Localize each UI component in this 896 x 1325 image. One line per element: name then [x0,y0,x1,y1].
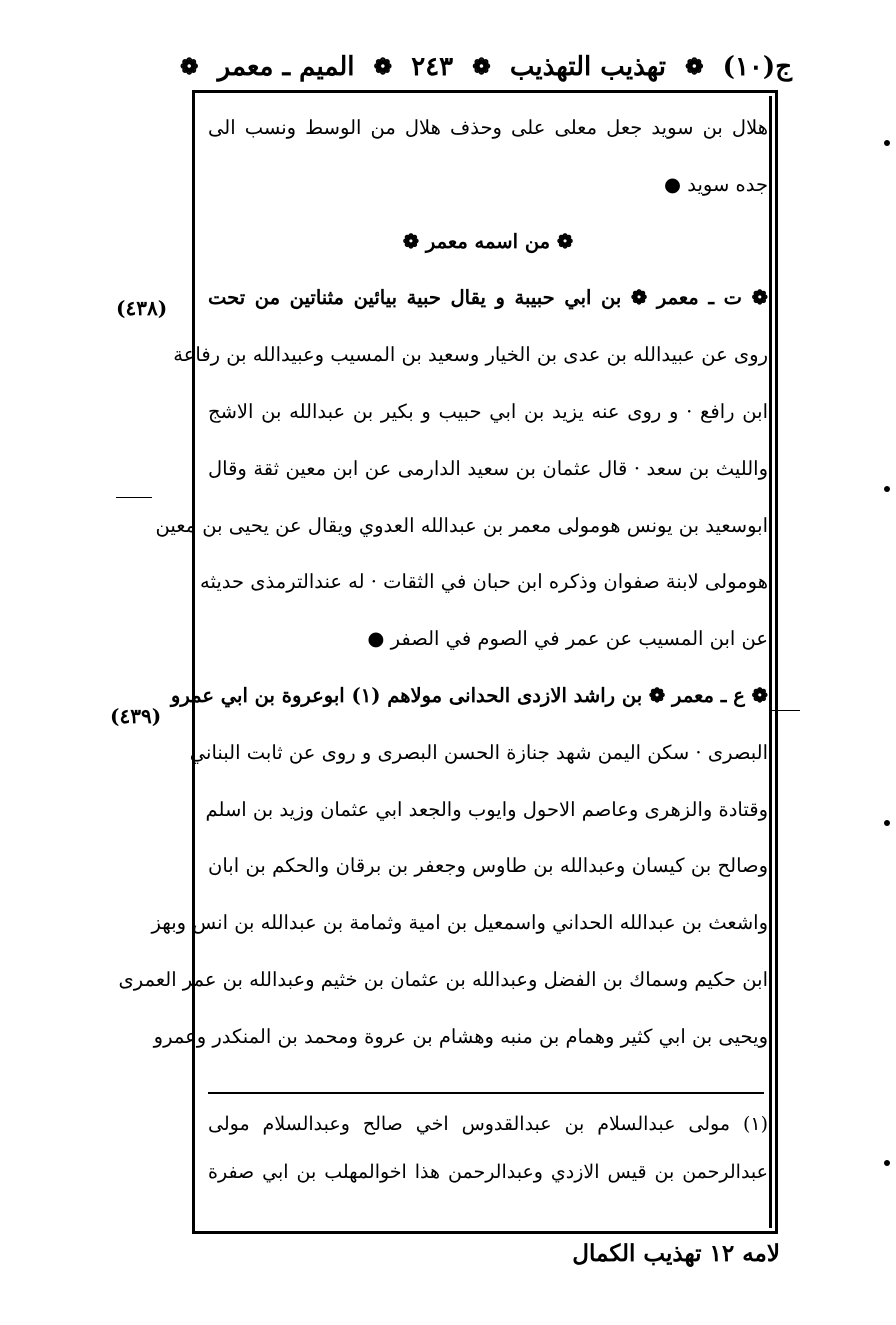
ornament-icon: ❁ [685,54,704,80]
margin-tick [116,497,152,498]
text-line: جده سويد ● [664,172,768,196]
section-heading: ❁ من اسمه معمر ❁ [402,229,574,253]
margin-entry-number: (٤٣٩) [110,704,162,728]
page-header [180,44,792,90]
ornament-icon: ❁ [180,54,199,80]
text-line: ابن رافع · و روى عنه يزيد بن ابي حبيب و بكير بن عبدالله بن الاشج [208,399,768,423]
entry-heading-line: ❁ ع ـ معمر ❁ بن راشد الازدى الحدانى مولاهم (١) ابوعروة بن ابي عمرو [170,683,768,707]
book-title: تهذيب التهذيب [509,52,666,82]
text-line: وصالح بن كيسان وعبدالله بن طاوس وجعفر بن برقان والحكم بن ابان [208,854,768,878]
entry-heading-line: ❁ ت ـ معمر ❁ بن ابي حبيبة و يقال حبية بيائين مثناتين من تحت [208,286,768,310]
ornament-icon: ❁ [373,54,393,80]
footnote-line: (١) مولى عبدالسلام بن عبدالقدوس اخي صالح وعبدالسلام مولى [208,1113,768,1135]
margin-mark [884,820,890,826]
margin-entry-number: (٤٣٨) [116,296,168,320]
section-title: الميم ـ معمر [217,52,355,82]
text-line: هومولى لابنة صفوان وذكره ابن حبان في الثقات · له عندالترمذى حديثه [200,570,768,594]
text-line: ابن حكيم وسماك بن الفضل وعبدالله بن عثمان بن خثيم وعبدالله بن عمر العمرى [118,967,768,991]
margin-mark [884,486,890,492]
bottom-note: لامه ١٢ تهذيب الكمال [572,1240,780,1267]
text-line: ابوسعيد بن يونس هومولى معمر بن عبدالله العدوي ويقال عن يحيى بن معين [155,513,768,537]
text-line: والليث بن سعد · قال عثمان بن سعيد الدارمى عن ابن معين ثقة وقال [208,456,768,480]
page-number: ٢٤٣ [411,52,454,82]
text-line: عن ابن المسيب عن عمر في الصوم في الصفر ● [367,627,768,651]
text-line: روى عن عبيدالله بن عدى بن الخيار وسعيد بن المسيب وعبيدالله بن رفاعة [173,343,768,367]
footnote-divider [208,1092,764,1094]
text-line: واشعث بن عبدالله الحداني واسمعيل بن امية وثمامة بن عبدالله بن انس وبهز [151,911,768,935]
text-line: هلال بن سويد جعل معلى على وحذف هلال من الوسط ونسب الى [208,116,769,139]
volume-label: ج(١٠) [722,52,792,82]
text-line: البصرى · سكن اليمن شهد جنازة الحسن البصرى و روى عن ثابت البناني [189,740,768,764]
ornament-icon: ❁ [472,54,491,80]
margin-mark [884,140,890,146]
text-line: ويحيى بن ابي كثير وهمام بن منبه وهشام بن عروة ومحمد بن المنكدر وعمرو [153,1024,768,1048]
margin-mark [884,1160,890,1166]
footnote [208,1100,768,1196]
text-line: وقتادة والزهرى وعاصم الاحول وايوب والجعد ابي عثمان وزيد بن اسلم [205,797,768,821]
margin-tick [770,710,800,711]
footnote-line: عبدالرحمن بن قيس الازدي وعبدالرحمن هذا اخوالمهلب بن ابي صفرة [208,1161,768,1183]
